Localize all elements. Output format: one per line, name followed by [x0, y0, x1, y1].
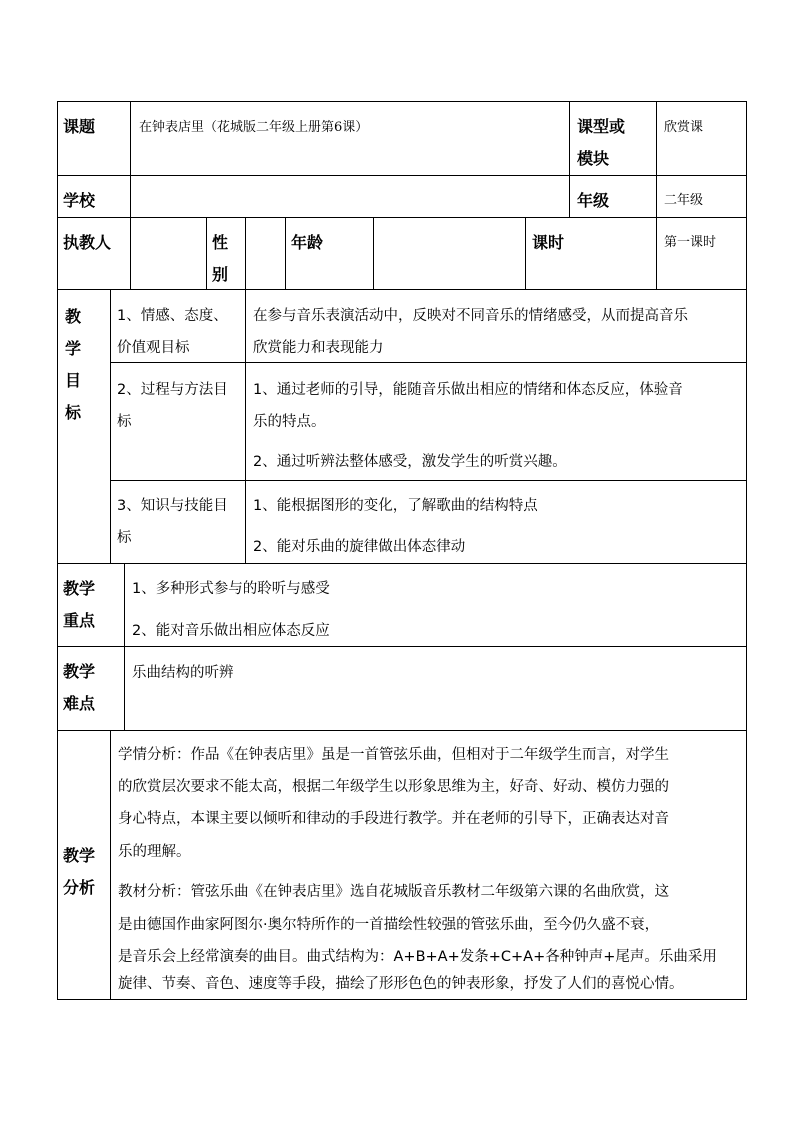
objective-3-content-line2: 2、能对乐曲的旋律做出体态律动 — [253, 539, 466, 555]
difficulties-label-line2: 难点 — [63, 694, 96, 713]
teacher-label: 执教人 — [63, 233, 112, 252]
lesson-type-value: 欣赏课 — [664, 120, 704, 135]
lesson-type-label-line1: 课型或 — [577, 117, 626, 136]
objectives-label-char: 学 — [65, 339, 82, 358]
gender-label-line2: 别 — [212, 265, 229, 284]
objectives-label-char: 标 — [65, 403, 82, 422]
period-label: 课时 — [532, 233, 565, 252]
key-point-2: 2、能对音乐做出相应体态反应 — [132, 623, 330, 639]
analysis-label-line1: 教学 — [63, 846, 96, 865]
key-points-label-line1: 教学 — [63, 579, 96, 598]
objective-2-name-line1: 2、过程与方法目 — [117, 382, 228, 398]
objectives-label-char: 教 — [65, 307, 82, 326]
gender-label-line1: 性 — [212, 233, 229, 252]
age-label: 年龄 — [291, 233, 324, 252]
objective-1-content-line2: 欣赏能力和表现能力 — [253, 340, 384, 356]
analysis-line: 身心特点，本课主要以倾听和律动的手段进行教学。并在老师的引导下，正确表达对音 — [118, 811, 669, 827]
topic-label: 课题 — [63, 117, 96, 136]
key-points-label-line2: 重点 — [63, 611, 96, 630]
key-point-1: 1、多种形式参与的聆听与感受 — [132, 581, 330, 597]
analysis-line: 是音乐会上经常演奏的曲目。曲式结构为：A+B+A+发条+C+A+各种钟声+尾声。乐曲采用 — [118, 949, 717, 965]
analysis-line: 是由德国作曲家阿图尔·奥尔特所作的一首描绘性较强的管弦乐曲，至今仍久盛不衰， — [118, 917, 660, 933]
school-label: 学校 — [63, 191, 96, 210]
objective-2-content-line2: 乐的特点。 — [253, 414, 326, 430]
analysis-label-line2: 分析 — [63, 878, 96, 897]
analysis-line: 乐的理解。 — [118, 844, 191, 860]
lesson-type-label-line2: 模块 — [577, 149, 610, 168]
difficulty-1: 乐曲结构的听辨 — [132, 665, 234, 681]
analysis-line: 学情分析：作品《在钟表店里》虽是一首管弦乐曲，但相对于二年级学生而言，对学生 — [118, 747, 669, 763]
objective-2-content-line1: 1、通过老师的引导，能随音乐做出相应的情绪和体态反应，体验音 — [253, 382, 683, 398]
objective-1-name-line1: 1、情感、态度、 — [117, 308, 228, 324]
analysis-line: 旋律、节奏、音色、速度等手段，描绘了形形色色的钟表形象，抒发了人们的喜悦心情。 — [118, 976, 684, 992]
grade-label: 年级 — [577, 191, 610, 210]
objective-3-name-line1: 3、知识与技能目 — [117, 498, 228, 514]
objective-1-content-line1: 在参与音乐表演活动中，反映对不同音乐的情绪感受，从而提高音乐 — [253, 308, 688, 324]
objectives-label — [65, 301, 85, 429]
objective-2-name-line2: 标 — [117, 414, 132, 430]
objective-1-name-line2: 价值观目标 — [117, 340, 190, 356]
analysis-line: 教材分析：管弦乐曲《在钟表店里》选自花城版音乐教材二年级第六课的名曲欣赏，这 — [118, 884, 669, 900]
topic-value: 在钟表店里（花城版二年级上册第6课） — [139, 120, 369, 135]
objective-2-content-line3: 2、通过听辨法整体感受，激发学生的听赏兴趣。 — [253, 454, 567, 470]
objective-3-content-line1: 1、能根据图形的变化，了解歌曲的结构特点 — [253, 498, 538, 514]
period-value: 第一课时 — [664, 235, 717, 250]
difficulties-label-line1: 教学 — [63, 662, 96, 681]
objectives-label-char: 目 — [65, 371, 82, 390]
grade-value: 二年级 — [664, 193, 704, 208]
analysis-line: 的欣赏层次要求不能太高，根据二年级学生以形象思维为主，好奇、好动、模仿力强的 — [118, 779, 669, 795]
objective-3-name-line2: 标 — [117, 530, 132, 546]
